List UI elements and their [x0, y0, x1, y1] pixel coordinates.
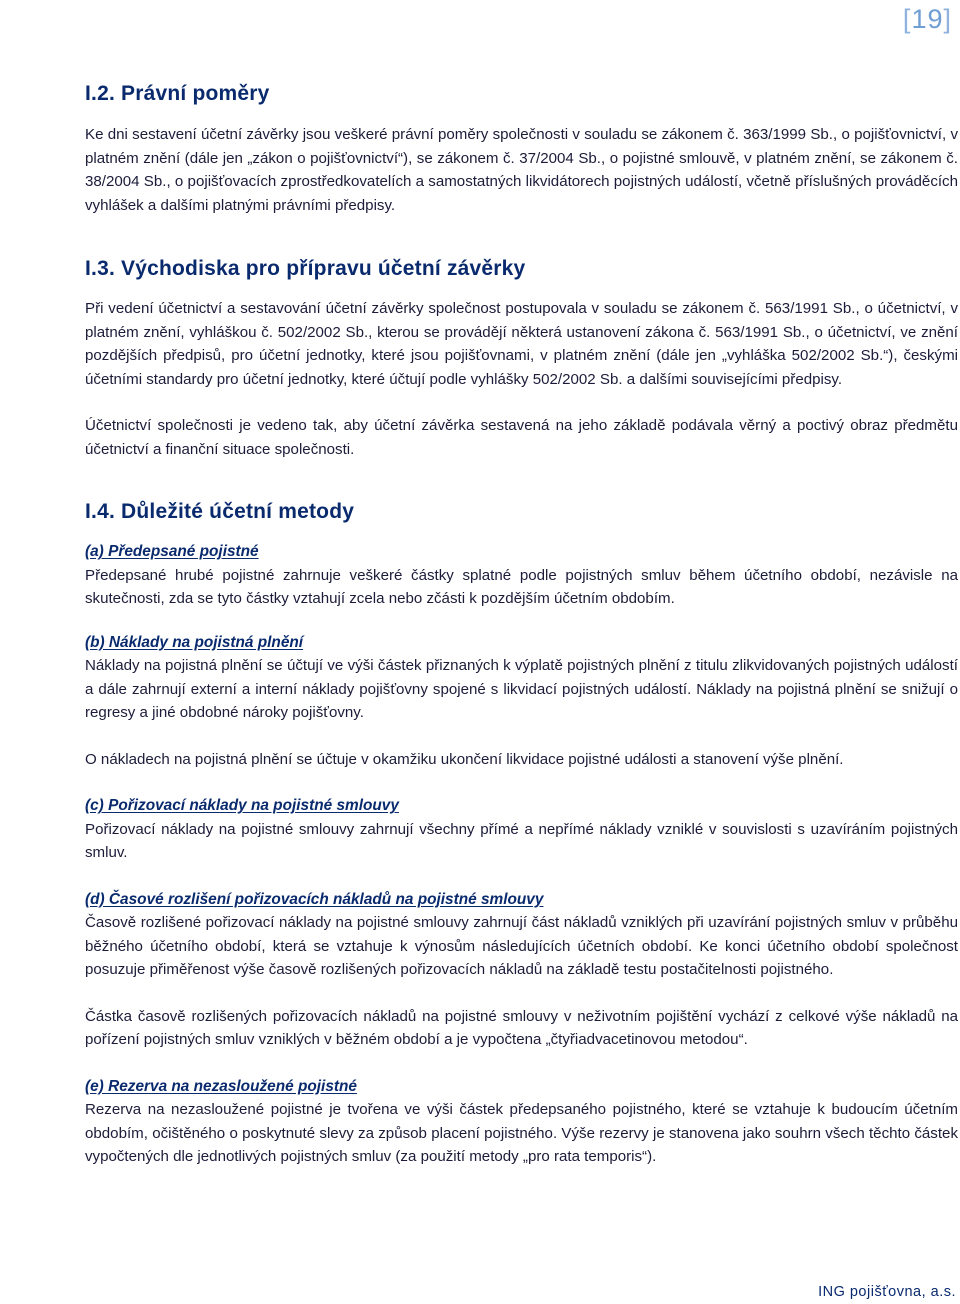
section-heading-basis-of-preparation: I.3. Východiska pro přípravu účetní závěrky: [85, 257, 526, 280]
subheading-deferred-acquisition-costs: (d) Časové rozlišení pořizovacích nákladů na pojistné smlouvy: [85, 890, 544, 908]
paragraph-legal-relations: Ke dni sestavení účetní závěrky jsou veškeré právní poměry společnosti v souladu se zákonem č. 363/1999 Sb., o pojišťovnictví, v platném znění (dále jen „zákon o pojišťovnictví“), se zákonem č. 37/2004 Sb., o pojistné smlouvě, v platném znění, se zákonem č. 38/2004 Sb., o pojišťovacích zprostředkovatelích a samostatných likvidátorech pojistných událostí, včetně příslušných prováděcích vyhlášek a dalšími platnými právními předpisy.: [85, 126, 958, 214]
subheading-claims-costs: (b) Náklady na pojistná plnění: [85, 633, 304, 651]
paragraph-premiums-written: Předepsané hrubé pojistné zahrnuje veškeré částky splatné podle pojistných smluv během účetního období, nezávisle na skutečnosti, zda se tyto částky vztahují zcela nebo zčásti k pozdějším účetním obdobím.: [85, 566, 958, 607]
footer-company-name: ING pojišťovna, a.s.: [818, 1284, 956, 1300]
subheading-unearned-premium-reserve: (e) Rezerva na nezasloužené pojistné: [85, 1077, 357, 1095]
paragraph-claims-costs-1: Náklady na pojistná plnění se účtují ve výši částek přiznaných k výplatě pojistných plnění z titulu zlikvidovaných pojistných událostí a dále zahrnují externí a interní náklady pojišťovny spojené s likvidací pojistných událostí. Náklady na pojistná plnění se snižují o regresy a jiné obdobné nároky pojišťovny.: [85, 657, 958, 721]
paragraph-unearned-premium-reserve: Rezerva na nezasloužené pojistné je tvořena ve výši částek předepsaného pojistného, které se vztahuje k budoucím účetním obdobím, očištěného o poskytnuté slevy za způsob placení pojistného. Výše rezervy je stanovena jako souhrn všech těchto částek vypočtených dle jednotlivých pojistných smluv (za použití metody „pro rata temporis“).: [85, 1101, 958, 1165]
paragraph-deferred-acquisition-costs-1: Časově rozlišené pořizovací náklady na pojistné smlouvy zahrnují část nákladů vzniklých při uzavírání pojistných smluv v průběhu běžného účetního období, která se vztahuje k výnosům následujících účetních období. Ke konci účetního období společnost posuzuje přiměřenost výše časově rozlišených pořizovacích nákladů na základě testu postačitelnosti pojistného.: [85, 914, 958, 978]
paragraph-claims-costs-2: O nákladech na pojistná plnění se účtuje v okamžiku ukončení likvidace pojistné události a stanovení výše plnění.: [85, 750, 844, 768]
paragraph-basis-2: Účetnictví společnosti je vedeno tak, aby účetní závěrka sestavená na jeho základě podávala věrný a poctivý obraz předmětu účetnictví a finanční situace společnosti.: [85, 417, 958, 458]
subheading-premiums-written: (a) Předepsané pojistné: [85, 543, 259, 560]
section-heading-legal-relations: I.2. Právní poměry: [85, 82, 270, 105]
paragraph-basis-1: Při vedení účetnictví a sestavování účetní závěrky společnost postupovala v souladu se zákonem č. 563/1991 Sb., o účetnictví, v platném znění, vyhláškou č. 502/2002 Sb., kterou se provádějí některá ustanovení zákona č. 563/1991 Sb., o účetnictví, ve znění pozdějších předpisů, pro účetní jednotky, které jsou pojišťovnami, v platném znění (dále jen „vyhláška 502/2002 Sb.“), českými účetními standardy pro účetní jednotky, které účtují podle vyhlášky 502/2002 Sb. a dalšími souvisejícími předpisy.: [85, 300, 958, 388]
subheading-acquisition-costs: (c) Pořizovací náklady na pojistné smlouvy: [85, 797, 399, 814]
paragraph-acquisition-costs: Pořizovací náklady na pojistné smlouvy zahrnují všechny přímé a nepřímé náklady vzniklé v souvislosti s uzavíráním pojistných smluv.: [85, 820, 958, 861]
page-content: [85, 78, 958, 1169]
paragraph-deferred-acquisition-costs-2: Částka časově rozlišených pořizovacích nákladů na pojistné smlouvy v neživotním pojištění vychází z celkové výše nákladů na pořízení pojistných smluv vzniklých v běžném období a je vypočtena „čtyřiadvacetinovou metodou“.: [85, 1007, 958, 1048]
section-heading-accounting-methods: I.4. Důležité účetní metody: [85, 500, 355, 523]
page-number: [19]: [902, 4, 952, 34]
